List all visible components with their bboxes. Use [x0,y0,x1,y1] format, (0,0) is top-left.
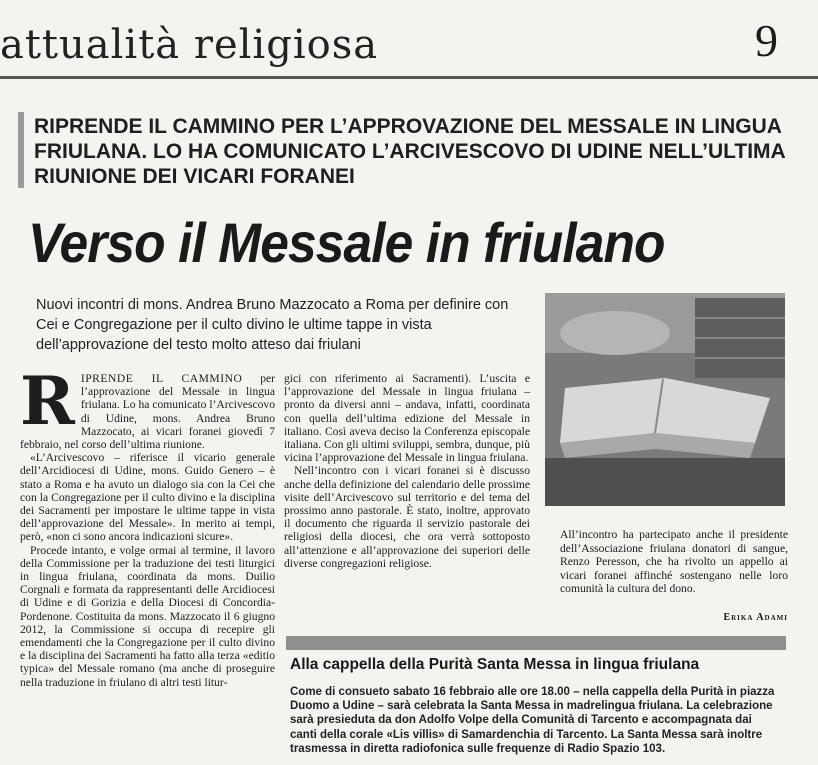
kicker-accent-bar [18,112,24,188]
photo-caption: All’incontro ha partecipato anche il presidente dell’Associazione friulana donatori di sangue, Renzo Peresson, che ha rivolto un appello ai vicari foranei affinché sostengano nelle loro comunità la cultura del dono. [560,528,788,595]
lead-smallcaps: IPRENDE IL CAMMINO [80,372,243,385]
page-number: 9 [755,15,778,66]
drop-cap: R [20,362,75,440]
photo-open-missal [545,293,785,506]
subheadline: Nuovi incontri di mons. Andrea Bruno Mazzocato a Roma per definire con Cei e Congregazione per il culto divino le ultime tappe in vista dell’approvazione del testo molto atteso dai friulani [36,297,509,353]
box-text: Come di consueto sabato 16 febbraio alle ore 18.00 – nella cappella della Purità in piazza Duomo a Udine – sarà celebrata la Santa Messa in madrelingua friulana. La celebrazione sarà presieduta da don Adolfo Volpe della Comunità di Tarcento e accompagnata dai canti della corale «Lis villis» di Samardenchia di Tarcento. La Santa Messa sarà inoltre trasmessa in diretta radiofonica sulle frequenze di Radio Spazio 103. [290,686,775,755]
box-title: Alla cappella della Purità Santa Messa in lingua friulana [290,656,700,673]
paragraph-1: per l’approvazione del Messale in lingua friulana. Lo ha comunicato l’Arcivescovo di Udine, mons. Andrea Bruno Mazzocato, ai vicari foranei giovedì 7 febbraio, nel corso dell’ultima riunione. [20,372,276,452]
body-column-1 [20,362,276,689]
headline: Verso il Messale in friulano [28,211,665,274]
paragraph-4: Nell’incontro con i vicari foranei si è discusso anche della definizione del calendario delle prossime visite dell’Arcivescovo sul territorio e del tema del prossimo anno pastorale. È stato, inoltre, approvato il documento che riguarda il servizio pastorale dei religiosi della diocesi, che ora verrà sottoposto all’attenzione e all’approvazione dei superiori delle diverse congregazioni religiose. [284,464,530,570]
section-title: attualità religiosa [0,22,379,68]
body-column-2 [284,372,530,570]
box-header-bar [286,636,786,650]
paragraph-2: «L’Arcivescovo – riferisce il vicario generale dell’Arcidiocesi di Udine, mons. Guido Genero – è stato a Roma e ha avuto un dialogo sia con la Cei che con la Congregazione per il culto divino e la disciplina dei Sacramenti per impostare le ultime tappe in vista dell’approvazione del Messale». In merito ai tempi, però, «non ci sono ancora indicazioni sicure». [20,451,275,544]
kicker: RIPRENDE IL CAMMINO PER L’APPROVAZIONE DEL MESSALE IN LINGUA FRIULANA. LO HA COMUNICATO L’ARCIVESCOVO DI UDINE NELL’ULTIMA RIUNIONE DEI VICARI FORANEI [34,115,785,188]
header-rule [0,76,818,79]
paragraph-3-continued: gici con riferimento ai Sacramenti). L’uscita e l’approvazione del Messale in lingua friulana – pronto da diversi anni – andava, infatti, coordinata con quella dell’ultima edizione del Messale in italiano. Così aveva deciso la Conferenza episcopale italiana. Con gli ultimi sviluppi, sembra, dunque, più vicina l’approvazione del Messale in lingua friulana. [284,372,530,465]
byline: Erika Adami [723,612,788,623]
paragraph-3: Procede intanto, e volge ormai al termine, il lavoro della Commissione per la traduzione dei testi liturgici in lingua friulana, coordinata da mons. Duilio Corgnali e formata da rappresentanti delle Arcidiocesi di Udine e di Gorizia e della Diocesi di Concordia-Pordenone. Costituita da mons. Mazzocato il 6 giugno 2012, la Commissione si occupa di recepire gli emendamenti che la Congregazione per il culto divino e la disciplina dei Sacramenti ha fatto alla terza «editio typica» del Messale romano (ma anche di proseguire nella traduzione in friulano di altri testi litur- [20,543,275,689]
